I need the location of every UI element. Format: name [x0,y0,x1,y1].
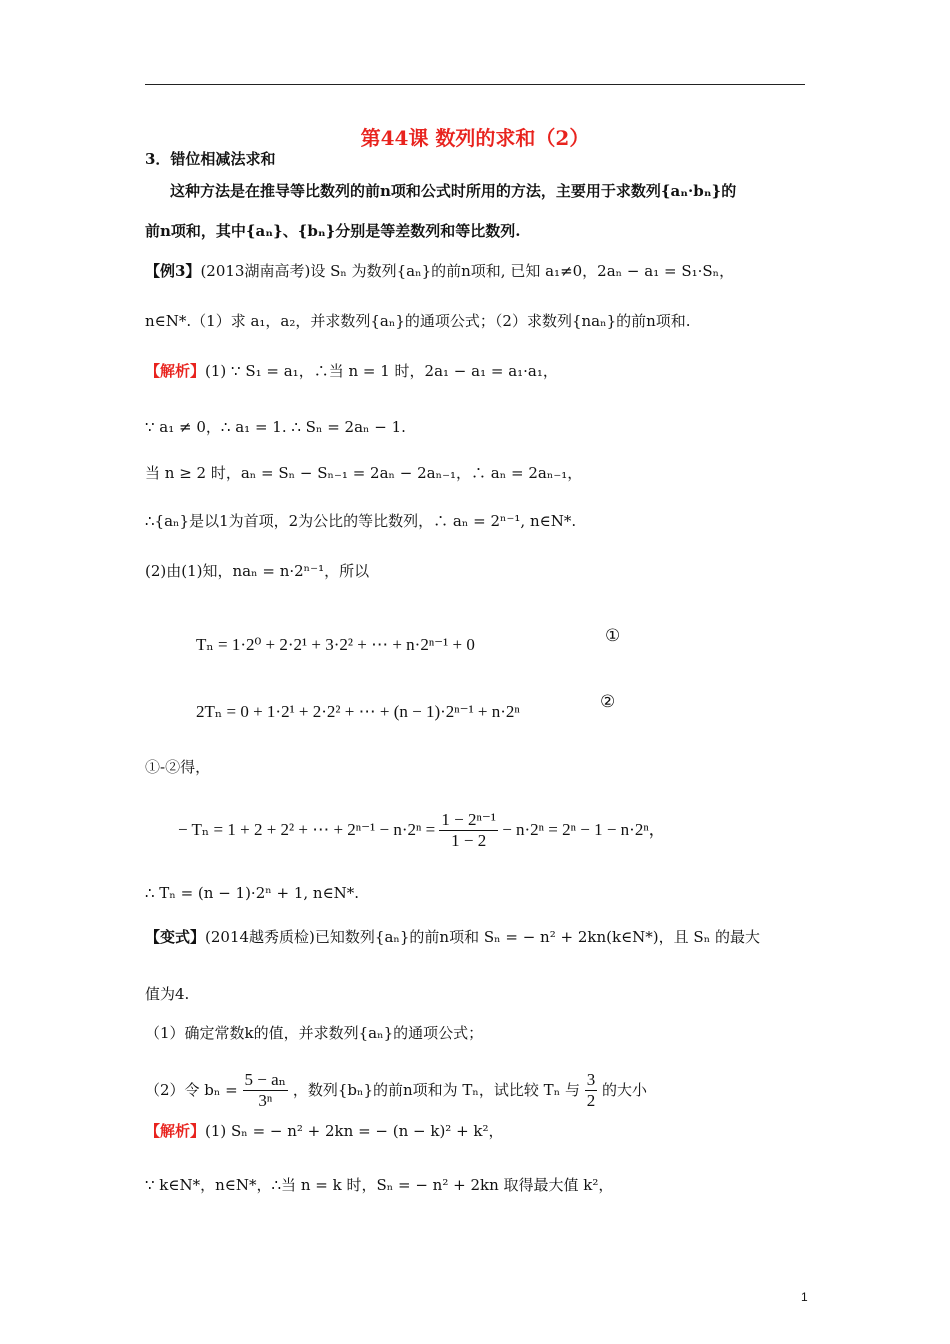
equation-3-denominator: 1 − 2 [451,831,487,851]
solution-3-line-2: ∵ a₁ ≠ 0，∴ a₁ = 1. ∴ Sₙ = 2aₙ − 1. [145,418,406,436]
variant-question-2 [145,1070,647,1112]
intro-line-1: 这种方法是在推导等比数列的前n项和公式时所用的方法，主要用于求数列{aₙ·bₙ}的 [170,182,737,200]
solution-3-line-4: ∴{aₙ}是以1为首项，2为公比的等比数列，∴ aₙ = 2ⁿ⁻¹, n∈N*. [145,512,577,530]
example-text-1: 设 Sₙ 为数列{aₙ}的前n项和, 已知 a₁≠0，2aₙ − a₁ = S₁·Sₙ， [310,262,735,280]
solution-v-line-1 [145,1122,504,1140]
example-3-line-1 [145,262,734,280]
example-3-line-2: n∈N*.（1）求 a₁，a₂，并求数列{aₙ}的通项公式；（2）求数列{naₙ}的前n项和. [145,312,691,330]
solution-v-line-2: ∵ k∈N*，n∈N*，∴当 n = k 时，Sₙ = − n² + 2kn 取得最大值 k²， [145,1176,614,1194]
variant-question-1: （1）确定常数k的值，并求数列{aₙ}的通项公式； [145,1024,484,1042]
equation-3 [178,810,666,852]
q2-fraction-numerator: 3 [585,1070,598,1091]
section-heading: 3．错位相减法求和 [145,150,276,168]
example-label: 【例3】 [145,262,201,280]
q2-fraction-denominator: 2 [586,1091,596,1111]
variant-label: 【变式】 [145,928,206,946]
equation-3-left: − Tₙ = 1 + 2 + 2² + ⋯ + 2ⁿ⁻¹ − n·2ⁿ = [178,819,436,839]
variant-line-2: 值为4. [145,985,190,1003]
equation-2: 2Tₙ = 0 + 1·2¹ + 2·2² + ⋯ + (n − 1)·2ⁿ⁻¹ + n·2ⁿ [196,702,520,721]
intro-line-2: 前n项和，其中{aₙ}、{bₙ}分别是等差数列和等比数列. [145,222,521,240]
page-title: 第44课 数列的求和（2） [360,126,590,150]
solution-label: 【解析】 [145,362,206,380]
solution-3-line-5: (2)由(1)知，naₙ = n·2ⁿ⁻¹，所以 [145,562,370,580]
example-source: (2013湖南高考) [200,262,311,280]
equation-3-right: − n·2ⁿ = 2ⁿ − 1 − n·2ⁿ， [502,819,666,839]
solution-3-line-3: 当 n ≥ 2 时，aₙ = Sₙ − Sₙ₋₁ = 2aₙ − 2aₙ₋₁，∴ aₙ = 2aₙ₋₁， [145,464,583,482]
q2-b-fraction [243,1070,289,1112]
solution-v-label: 【解析】 [145,1122,206,1140]
equation-1: Tₙ = 1·2⁰ + 2·2¹ + 3·2² + ⋯ + n·2ⁿ⁻¹ + 0 [196,635,475,654]
q2-suffix: 的大小 [602,1080,648,1099]
variant-text-1: 已知数列{aₙ}的前n项和 Sₙ = − n² + 2kn(k∈N*)，且 Sₙ 的最大 [314,928,760,946]
q2-three-halves [585,1070,598,1112]
equation-2-marker: ② [600,692,616,712]
subtract-step: ①-②得， [145,758,211,776]
q2-b-numerator: 5 − aₙ [243,1070,289,1091]
q2-prefix: （2）令 bₙ = [145,1080,238,1099]
solution-3-line-1 [145,362,558,380]
variant-source: (2014越秀质检) [205,928,315,946]
q2-middle: ，数列{bₙ}的前n项和为 Tₙ，试比较 Tₙ 与 [292,1080,580,1099]
solution-v-text-1: (1) Sₙ = − n² + 2kn = − (n − k)² + k²， [205,1122,504,1140]
equation-1-marker: ① [605,626,621,646]
header-rule [145,84,805,85]
page-number: 1 [801,1290,808,1304]
solution-text-1: (1) ∵ S₁ = a₁，∴当 n = 1 时，2a₁ − a₁ = a₁·a₁， [205,362,558,380]
equation-3-numerator: 1 − 2ⁿ⁻¹ [439,810,498,831]
variant-line-1 [145,928,760,946]
q2-b-denominator: 3ⁿ [258,1091,273,1111]
solution-3-conclusion: ∴ Tₙ = (n − 1)·2ⁿ + 1, n∈N*. [145,884,360,902]
equation-3-fraction [439,810,498,852]
